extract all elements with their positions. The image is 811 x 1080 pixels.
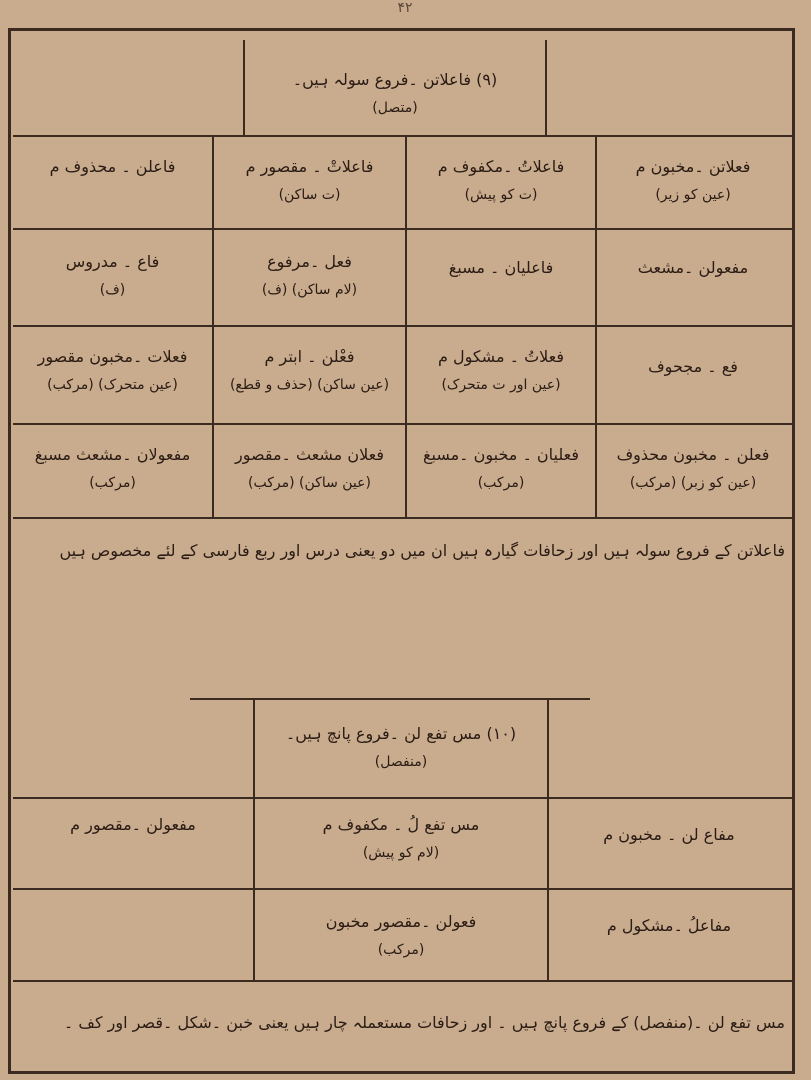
cell-main: فعلن ۔ مخبون محذوف [616, 445, 770, 464]
cell-sub: (عین کو زبر) (مرکب) [629, 475, 757, 491]
table-cell [214, 327, 405, 423]
cell-sub: (عین ساکن) (مرکب) [248, 475, 371, 491]
table-cell [13, 425, 212, 517]
table-cell [549, 799, 789, 888]
cell-sub: (عین اور ت متحرک) [441, 377, 561, 393]
section1-subtitle: (متصل) [372, 100, 418, 116]
table-cell [13, 230, 212, 325]
table-cell [407, 137, 595, 228]
cell-main: فاعلاتُ ۔مکفوف م [437, 157, 565, 176]
cell-sub: (عین کو زیر) [655, 187, 731, 203]
cell-main: مفعولان ۔مشعث مسبغ [34, 445, 191, 464]
section2-header [255, 700, 547, 797]
cell-main: مفاع لن ۔ مخبون م [603, 825, 735, 844]
cell-main: فعلیان ۔ مخبون ۔مسبغ [422, 445, 580, 464]
cell-main: فاعلیان ۔ مسبغ [448, 258, 554, 277]
table-cell [255, 799, 547, 888]
section1-title: (۹) فاعلاتن ۔فروع سولہ ہیں۔ [292, 70, 498, 89]
cell-main: فع ۔ مجحوف [648, 357, 738, 376]
table-cell [214, 137, 405, 228]
cell-main: فعلان مشعث ۔مقصور [234, 445, 384, 464]
cell-main: فعلاتن ۔مخبون م [635, 157, 751, 176]
table-cell [13, 799, 253, 888]
cell-main: فاع ۔ مدروس [65, 252, 160, 271]
cell-main: فعلات ۔مخبون مقصور [37, 347, 188, 366]
table-cell [13, 890, 253, 980]
section2-note: مس تفع لن ۔(منفصل) کے فروع پانچ ہیں ۔ اور زحافات مستعملہ چار ہیں یعنی خبن ۔شکل ۔قصر اور کف ۔ [63, 1013, 785, 1032]
section2-title: (۱۰) مس تفع لن ۔فروع پانچ ہیں۔ [285, 724, 517, 743]
cell-sub: (لام ساکن) (ف) [261, 282, 358, 298]
table-cell [214, 425, 405, 517]
cell-sub: (مرکب) [477, 475, 525, 491]
table-cell [597, 425, 789, 517]
table-cell [407, 230, 595, 325]
grid-line [545, 40, 547, 135]
cell-main: فعولن ۔مقصور مخبون [325, 912, 477, 931]
table-cell [597, 230, 789, 325]
section2-subtitle: (منفصل) [374, 754, 428, 770]
grid-line [13, 517, 792, 519]
page-number: ۴۲ [397, 0, 413, 16]
table-cell [549, 890, 789, 980]
table-cell [597, 137, 789, 228]
cell-sub: (ف) [99, 282, 126, 298]
table-cell [407, 327, 595, 423]
cell-main: مس تفع لُ ۔ مکفوف م [322, 815, 480, 834]
table-cell [13, 327, 212, 423]
cell-main: فاعلاتْ ۔ مقصور م [245, 157, 374, 176]
cell-main: فاعلن ۔ محذوف م [49, 157, 176, 176]
cell-main: مفعولن ۔مقصور م [70, 815, 196, 834]
cell-sub: (مرکب) [89, 475, 136, 491]
cell-main: فعلاتُ ۔ مشکول م [437, 347, 565, 366]
cell-sub: (ت ساکن) [278, 187, 341, 203]
table-cell [13, 137, 212, 228]
cell-sub: (عین ساکن) (حذف و قطع) [229, 377, 390, 393]
section1-note: فاعلاتن کے فروع سولہ ہیں اور زحافات گیارہ ہیں ان میں دو یعنی درس اور ربع فارسی کے لئے مخصوص ہیں [59, 541, 785, 560]
cell-sub: (عین متحرک) (مرکب) [47, 377, 178, 393]
cell-sub: (لام کو پیش) [362, 845, 440, 861]
table-cell [597, 327, 789, 423]
cell-main: مفعولن ۔مشعث [637, 258, 749, 277]
cell-sub: (مرکب) [377, 942, 425, 958]
grid-line [13, 980, 792, 982]
cell-sub: (ت کو پیش) [464, 187, 538, 203]
table-cell [214, 230, 405, 325]
table-cell [255, 890, 547, 980]
cell-main: مفاعلُ ۔مشکول م [606, 916, 732, 935]
section1-header [245, 40, 545, 135]
cell-main: فعل ۔مرفوع [267, 252, 352, 271]
table-cell [407, 425, 595, 517]
cell-main: فعْلن ۔ ابتر م [264, 347, 355, 366]
